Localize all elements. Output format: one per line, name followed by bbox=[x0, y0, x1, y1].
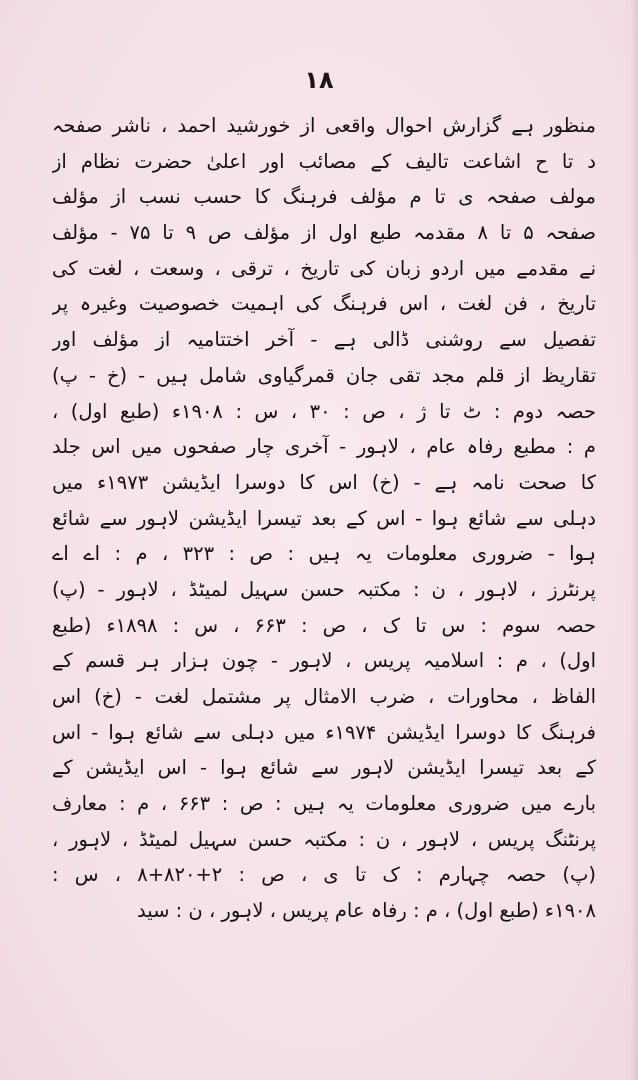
text-line: فرہنگ کا دوسرا ایڈیشن ۱۹۷۴ء میں دہلی سے شائع ہوا - اس bbox=[52, 720, 596, 744]
text-line: م : مطبع رفاہ عام ، لاہور - آخری چار صفحوں میں اس جلد bbox=[52, 435, 596, 459]
text-line: کے بعد تیسرا ایڈیشن لاہور سے شائع ہوا - اس ایڈیشن کے bbox=[52, 756, 596, 780]
section-heading-line: حصہ دوم : ٹ تا ژ ، ص : ۳۰ ، س : ۱۹۰۸ء (طبع اول) ، bbox=[52, 399, 596, 423]
text-line: کا صحت نامہ ہے - (خ) اس کا دوسرا ایڈیشن ۱۹۷۳ء میں bbox=[52, 470, 596, 494]
text-line: اول) ، م : اسلامیہ پریس ، لاہور - چون ہزار ہر قسم کے bbox=[52, 649, 596, 673]
text-line: منظور ہے گزارش احوال واقعی از خورشید احمد ، ناشر صفحہ bbox=[52, 114, 596, 137]
text-line: صفحہ ۵ تا ۸ مقدمہ طبع اول از مؤلف ص ۹ تا ۷۵ - مؤلف bbox=[52, 221, 596, 245]
text-line: پرنٹرز ، لاہور ، ن : مکتبہ حسن سہیل لمیٹڈ ، لاہور - (پ) bbox=[52, 577, 596, 601]
text-line: الفاظ ، محاورات ، ضرب الامثال پر مشتمل لغت - (خ) اس bbox=[52, 685, 596, 708]
text-line: پرنٹنگ پریس ، لاہور ، ن : مکتبہ حسن سہیل لمیٹڈ ، لاہور ، bbox=[52, 827, 596, 851]
page-number: ۱۸ bbox=[304, 66, 334, 94]
text-line: ہوا - ضروری معلومات یہ ہیں : ص : ۳۲۳ ، م : اے اے bbox=[52, 542, 596, 566]
section-heading-line: (پ) حصہ چہارم : ک تا ی ، ص : ۲+۸۲۰+۸ ، س : bbox=[52, 863, 596, 887]
text-line: دہلی سے شائع ہوا - اس کے بعد تیسرا ایڈیشن لاہور سے شائع bbox=[52, 506, 596, 530]
text-line: تفصیل سے روشنی ڈالی ہے - آخر اختتامیہ از مؤلف اور bbox=[52, 328, 596, 352]
text-line: نے مقدمے میں اردو زبان کی تاریخ ، ترقی ، وسعت ، لغت کی bbox=[52, 256, 596, 280]
text-line: تاریخ ، فن لغت ، اس فرہنگ کی اہمیت خصوصیت وغیرہ پر bbox=[52, 292, 596, 316]
body-text bbox=[52, 108, 596, 929]
scan-edge bbox=[630, 0, 638, 1080]
section-heading-line: حصہ سوم : س تا ک ، ص : ۶۶۳ ، س : ۱۸۹۸ء (طبع bbox=[52, 613, 596, 637]
text-line: د تا ح اشاعت تالیف کے مصائب اور اعلیٰ حضرت نظام از bbox=[52, 149, 596, 173]
text-line: ۱۹۰۸ء (طبع اول) ، م : رفاہ عام پریس ، لاہور ، ن : سید bbox=[137, 899, 596, 923]
text-line: مولف صفحہ ی تا م مؤلف فرہنگ کا حسب نسب از مؤلف bbox=[52, 185, 596, 209]
text-line: تقاریظ از قلم مجد تقی جان قمرگیاوی شامل ہیں - (خ - پ) bbox=[52, 363, 596, 387]
text-line: بارے میں ضروری معلومات یہ ہیں : ص : ۶۶۳ ، م : معارف bbox=[52, 792, 596, 816]
